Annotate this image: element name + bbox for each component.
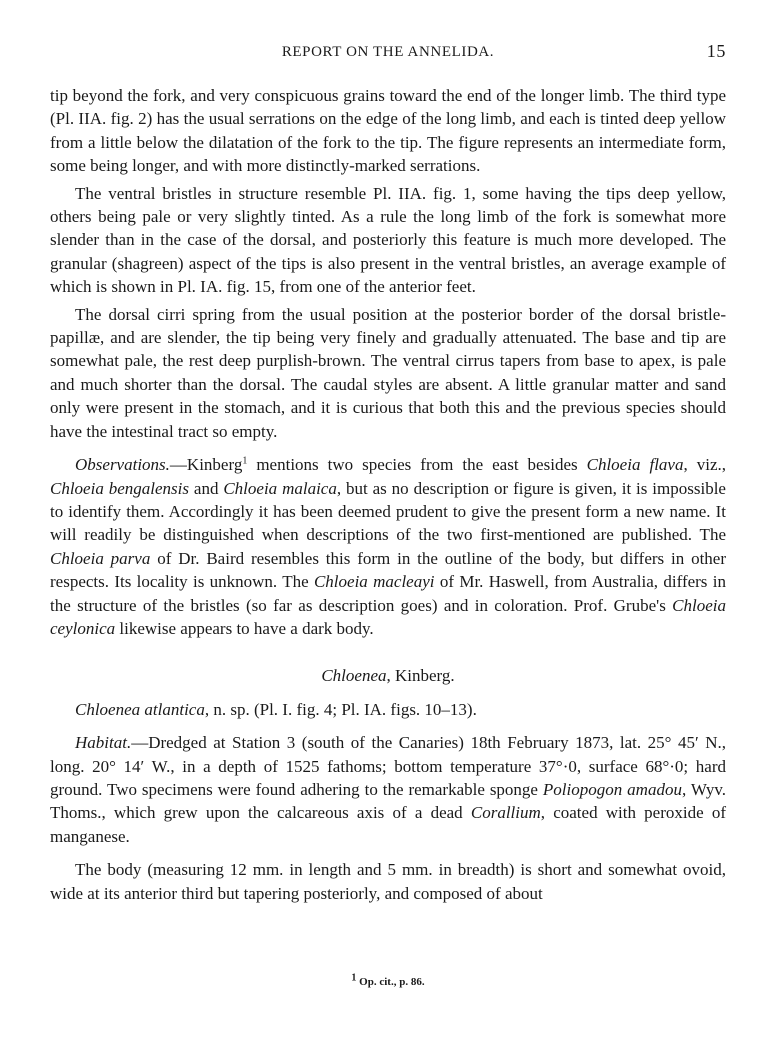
obs-text-5: , but as no description or figure is given, it is impossible to identify them. Accordingly it has been deemed prudent to give the present form a new name. It will readily be distinguished when descriptions of the two first-mentioned are published. The — [50, 478, 726, 545]
species-name: Chloeia malaica — [223, 478, 337, 498]
obs-text-2: mentions two species from the east besides — [247, 455, 587, 475]
paragraph-observations — [50, 453, 726, 640]
obs-text-1: —Kinberg — [169, 455, 243, 475]
paragraph-continued: tip beyond the fork, and very conspicuous grains toward the end of the longer limb. The third type (Pl. IIA. fig. 2) has the usual serrations on the edge of the long limb, and each is tinted deep yellow from a little below the dilatation of the fork to the tip. The figure represents an intermediate form, some being longer, and with more distinctly-marked serrations. — [50, 86, 726, 176]
paragraph-ventral-bristles: The ventral bristles in structure resemble Pl. IIA. fig. 1, some having the tips deep yellow, others being pale or very slightly tinted. As a rule the long limb of the fork is somewhat more slender than in the case of the dorsal, and posteriorly this feature is much more developed. The granular (shagreen) aspect of the tips is also present in the ventral bristles, an average example of which is shown in Pl. IA. fig. 15, from one of the anterior feet. — [50, 183, 726, 297]
species-name: Chloeia flava — [586, 455, 684, 475]
species-name: Chloeia macleayi — [313, 572, 435, 592]
genus-author: , Kinberg. — [386, 666, 455, 686]
habitat-text-3: , coated with peroxide of manganese. — [50, 803, 727, 846]
genus-name: Corallium — [470, 803, 541, 823]
footnote-reference: 1 — [242, 455, 248, 467]
species-name: Chloeia ceylonica — [50, 595, 726, 638]
footnote — [50, 972, 726, 988]
species-figure-refs: , n. sp. (Pl. I. fig. 4; Pl. IA. figs. 10–13). — [204, 699, 477, 719]
species-name: Chloenea atlantica — [75, 699, 205, 719]
page-number: 15 — [706, 41, 726, 61]
obs-text-3: , viz., — [683, 455, 726, 475]
footnote-text: Op. cit., p. 86. — [356, 976, 425, 988]
footnote-mark: 1 — [351, 972, 357, 984]
paragraph-dorsal-cirri: The dorsal cirri spring from the usual position at the posterior border of the dorsal bristle-papillæ, and are slender, the tip being very finely and gradually attenuated. The base and tip are somewhat pale, the rest deep purplish-brown. The ventral cirrus tapers from base to apex, is pale and much shorter than the dorsal. The caudal styles are absent. A little granular matter and sand only were present in the stomach, and it is curious that both this and the previous species should have the intestinal tract so empty. — [50, 304, 726, 441]
species-name: Chloeia parva — [50, 548, 151, 568]
obs-text-6: of Dr. Baird resembles this form in the outline of the body, but differs in other respects. Its locality is unknown. The — [50, 548, 727, 592]
habitat-text-2: , Wyv. Thoms., which grew upon the calcareous axis of a dead — [50, 779, 726, 823]
obs-text-4: and — [189, 478, 224, 498]
species-name: Poliopogon amadou — [542, 779, 682, 799]
paragraph-body-description: The body (measuring 12 mm. in length and 5 mm. in breadth) is short and somewhat ovoid, wide at its anterior third but tapering posteriorly, and composed of about — [50, 860, 726, 903]
habitat-text-1: —Dredged at Station 3 (south of the Canaries) 18th February 1873, lat. 25° 45′ N., long. 20° 14′ W., in a depth of 1525 fathoms; bottom temperature 37°·0, surface 68°·0; hard ground. Two specimens were found adhering to the remarkable sponge — [50, 733, 726, 799]
paragraph-habitat — [50, 731, 726, 848]
obs-text-7: of Mr. Haswell, from Australia, differs in the structure of the bristles (so far as description goes) and in coloration. Prof. Grube's — [50, 572, 726, 615]
habitat-label: Habitat. — [75, 733, 132, 753]
obs-text-8: likewise appears to have a dark body. — [115, 618, 374, 638]
genus-heading — [50, 664, 726, 687]
body-text — [50, 84, 726, 905]
species-heading — [50, 698, 726, 721]
running-title: REPORT ON THE ANNELIDA. — [281, 44, 495, 60]
species-name: Chloeia bengalensis — [50, 478, 189, 498]
observations-label: Observations. — [75, 455, 170, 475]
genus-name: Chloenea — [321, 666, 387, 686]
